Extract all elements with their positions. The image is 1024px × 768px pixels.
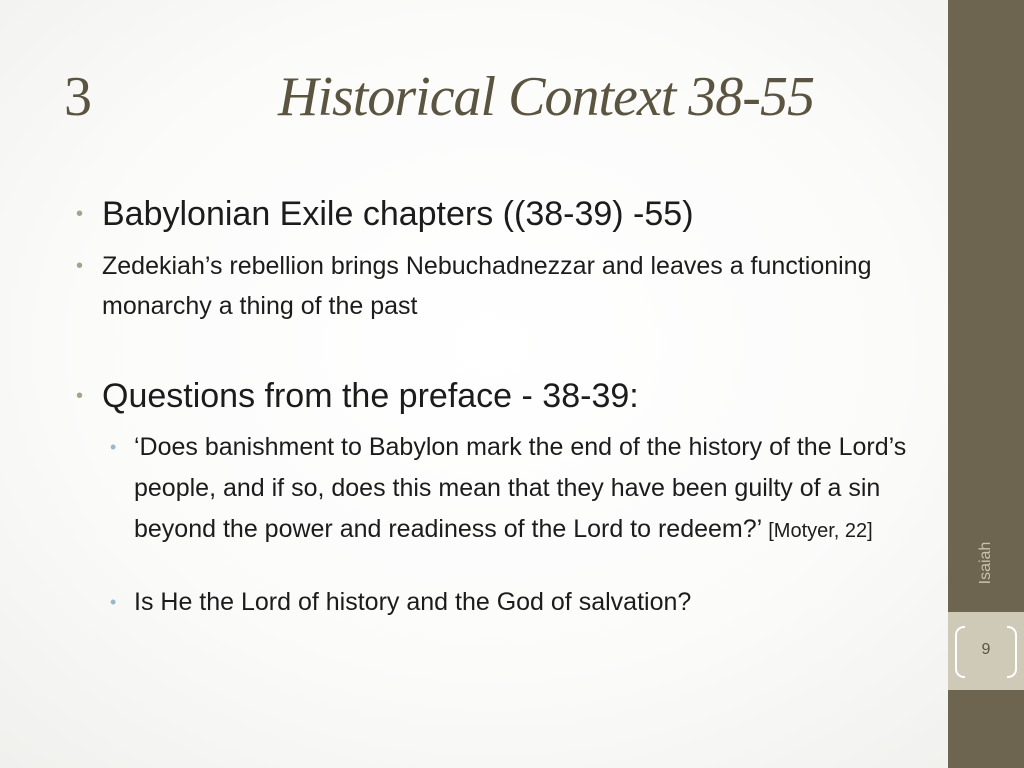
bullet-text: Questions from the preface - 38-39: (102, 377, 639, 415)
bullet-item (74, 192, 924, 236)
sub-bullet-text: Is He the Lord of history and the God of salvation? (134, 588, 692, 616)
citation: [Motyer, 22] (768, 520, 873, 542)
bullet-dot: • (76, 203, 84, 225)
bullet-dot: • (76, 385, 84, 407)
sub-bullet-dot: • (110, 437, 117, 457)
bullet-item (74, 246, 924, 326)
bullet-item (74, 374, 924, 418)
slide-title-text: Historical Context 38-55 (278, 66, 814, 128)
bullet-text: Zedekiah’s rebellion brings Nebuchadnezzar and leaves a functioning monarchy a thing of the past (102, 252, 872, 320)
sub-bullet-text: ‘Does banishment to Babylon mark the end of the history of the Lord’s people, and if so, does this mean that they have been guilty of a sin beyond the power and readiness of the Lord to redeem?’ (134, 433, 907, 543)
slide-title-number: 3 (64, 66, 91, 128)
sub-bullet-item (74, 582, 924, 623)
bullet-text: Babylonian Exile chapters ((38-39) -55) (102, 195, 694, 233)
bullet-list (74, 192, 924, 623)
bullet-dot: • (76, 255, 84, 277)
sidebar-label: Isaiah (977, 541, 994, 585)
sub-bullet-dot: • (110, 592, 117, 612)
sub-bullet-item (74, 427, 924, 552)
page-number-box (955, 626, 1017, 678)
page-number: 9 (981, 641, 991, 658)
